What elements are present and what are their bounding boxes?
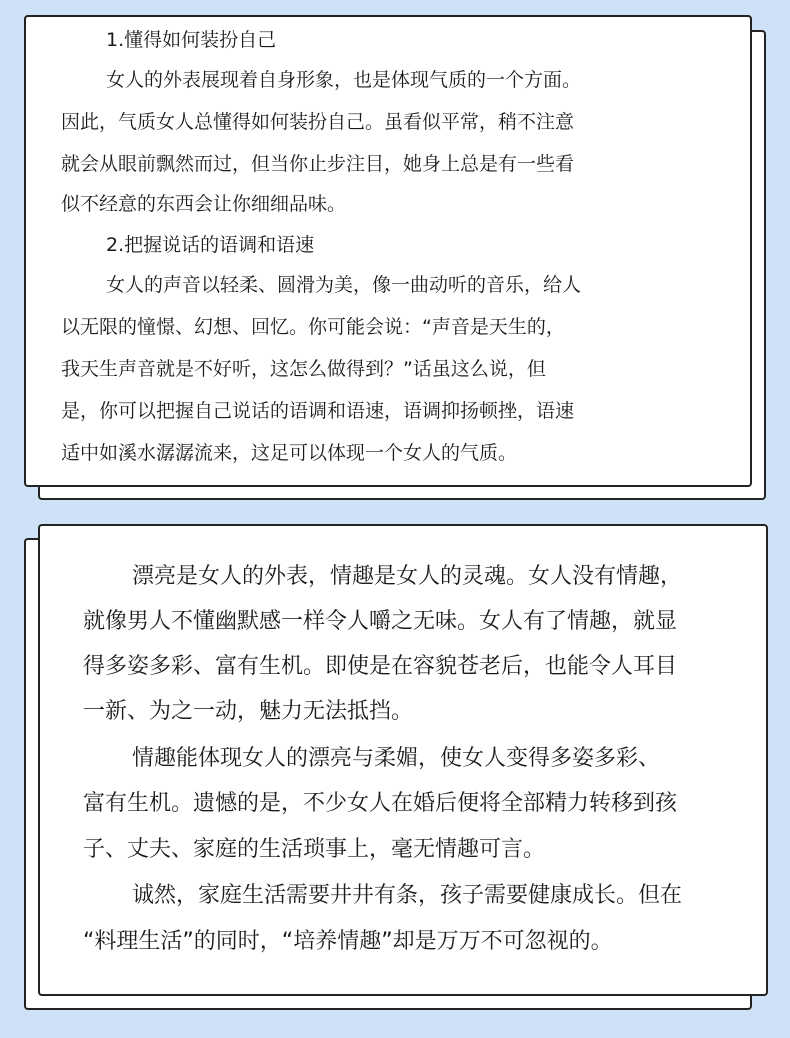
- para1-line-1: 女人的外表展现着自身形象，也是体现气质的一个方面。: [106, 69, 582, 91]
- para1-line-3: 就会从眼前飘然而过，但当你止步注目，她身上总是有一些看: [61, 153, 575, 175]
- para2-line-5: 适中如溪水潺潺流来，这足可以体现一个女人的气质。: [61, 442, 518, 464]
- s2-para2-line-3: 子、丈夫、家庭的生活琐事上，毫无情趣可言。: [83, 837, 546, 862]
- para2-line-3: 我天生声音就是不好听，这怎么做得到？”话虽这么说，但: [61, 358, 546, 380]
- text-card-1: [24, 15, 752, 487]
- para2-line-1: 女人的声音以轻柔、圆滑为美，像一曲动听的音乐，给人: [106, 274, 582, 296]
- heading-speech-tone: 2.把握说话的语调和语速: [106, 234, 315, 256]
- s2-para3-line-2: “料理生活”的同时，“培养情趣”却是万万不可忽视的。: [83, 929, 613, 954]
- heading-dress-yourself: 1.懂得如何装扮自己: [106, 29, 277, 51]
- para1-line-4: 似不经意的东西会让你细细品味。: [61, 193, 347, 215]
- s2-para2-line-2: 富有生机。遗憾的是，不少女人在婚后便将全部精力转移到孩: [83, 791, 678, 816]
- s2-para2-line-1: 情趣能体现女人的漂亮与柔媚，使女人变得多姿多彩、: [132, 746, 661, 771]
- para2-line-2: 以无限的憧憬、幻想、回忆。你可能会说：“声音是天生的，: [61, 316, 565, 338]
- s2-para3-line-1: 诚然，家庭生活需要井井有条，孩子需要健康成长。但在: [132, 883, 683, 908]
- s2-para1-line-3: 得多姿多彩、富有生机。即使是在容貌苍老后，也能令人耳目: [83, 654, 678, 679]
- text-card-2: [38, 524, 768, 996]
- s2-para1-line-4: 一新、为之一动，魅力无法抵挡。: [83, 699, 414, 724]
- para1-line-2: 因此，气质女人总懂得如何装扮自己。虽看似平常，稍不注意: [61, 111, 575, 133]
- s2-para1-line-1: 漂亮是女人的外表，情趣是女人的灵魂。女人没有情趣，: [132, 564, 683, 589]
- para2-line-4: 是，你可以把握自己说话的语调和语速，语调抑扬顿挫，语速: [61, 400, 575, 422]
- s2-para1-line-2: 就像男人不懂幽默感一样令人嚼之无味。女人有了情趣，就显: [83, 609, 678, 634]
